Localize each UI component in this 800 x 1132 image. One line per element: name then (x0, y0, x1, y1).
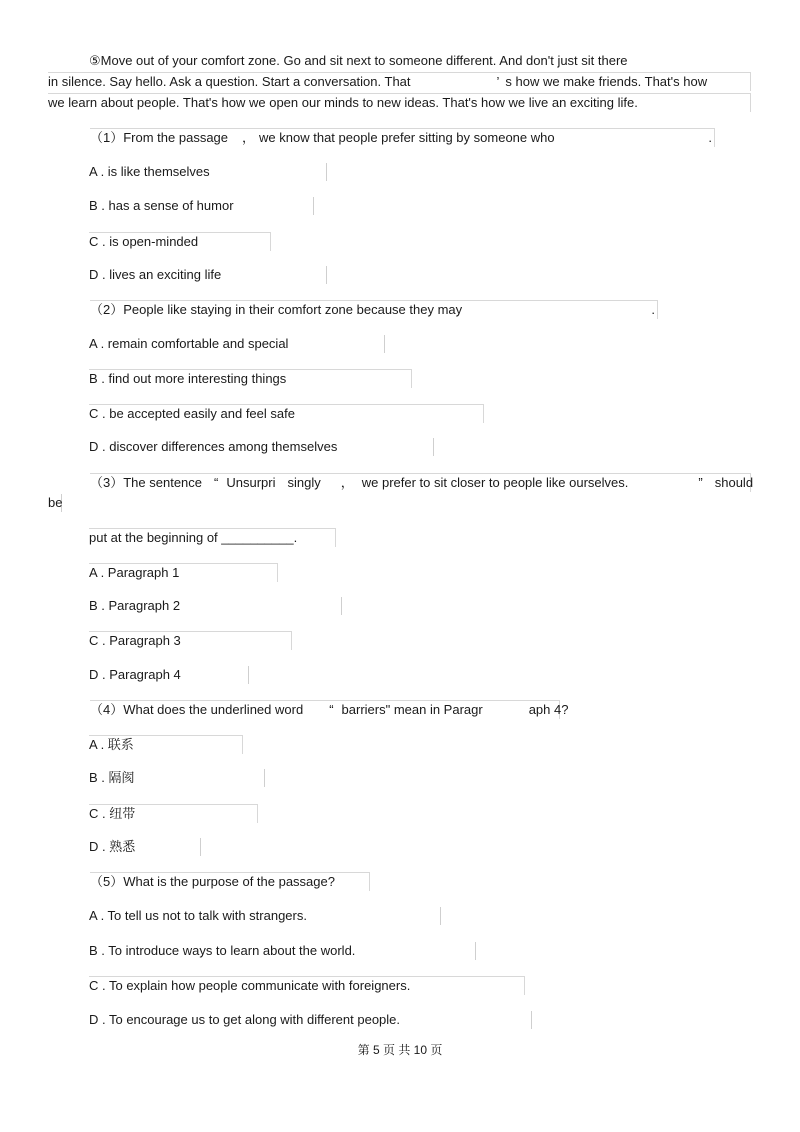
question-2-option-c[interactable]: C . be accepted easily and feel safe (89, 404, 484, 423)
question-4-option-c[interactable]: C . 纽带 (89, 804, 258, 823)
question-3-option-b[interactable]: B . Paragraph 2 (89, 597, 342, 615)
question-1-option-b[interactable]: B . has a sense of humor (89, 197, 314, 215)
question-3-option-a[interactable]: A . Paragraph 1 (89, 563, 278, 582)
passage-line-2-c: s how we make friends. That's how (505, 74, 708, 89)
question-2-option-d[interactable]: D . discover differences among themselves (89, 438, 434, 456)
question-2-option-b[interactable]: B . find out more interesting things (89, 369, 412, 388)
question-4-stem: （4）What does the underlined word “ barriers" mean in Paragr aph 4? (90, 702, 569, 717)
question-1-option-a[interactable]: A . is like themselves (89, 163, 327, 181)
question-5-option-a[interactable]: A . To tell us not to talk with strangers. (89, 907, 441, 925)
question-1-stem: （1）From the passage ， we know that people prefer sitting by someone who . (90, 128, 715, 147)
question-5-option-c[interactable]: C . To explain how people communicate with foreigners. (89, 976, 525, 995)
passage-line-2-a: in silence. Say hello. Ask a question. Start a conversation. That (48, 74, 411, 89)
passage-line-3: we learn about people. That's how we open our minds to new ideas. That's how we live an exciting life. (48, 93, 751, 112)
question-3-option-c[interactable]: C . Paragraph 3 (89, 631, 292, 650)
question-4-option-d[interactable]: D . 熟悉 (89, 838, 201, 856)
passage-line-2-apostrophe: ’ (496, 74, 500, 89)
question-3-wrap: be (48, 495, 63, 510)
question-4-option-a[interactable]: A . 联系 (89, 735, 243, 754)
question-3-option-d[interactable]: D . Paragraph 4 (89, 666, 249, 684)
question-2-option-a[interactable]: A . remain comfortable and special (89, 335, 385, 353)
question-1-option-d[interactable]: D . lives an exciting life (89, 266, 327, 284)
page-number-footer: 第 5 页 共 10 页 (357, 1043, 443, 1057)
question-5-option-d[interactable]: D . To encourage us to get along with different people. (89, 1011, 532, 1029)
question-3-stem-line-2: put at the beginning of __________. (89, 528, 336, 547)
question-5-stem: （5）What is the purpose of the passage? (90, 872, 370, 891)
question-3-stem: （3）The sentence “ Unsurpri singly ， we prefer to sit closer to people like ourselves. ” should (90, 475, 754, 490)
passage-line-1: ⑤Move out of your comfort zone. Go and sit next to someone different. And don't just sit there (89, 53, 628, 68)
question-4-option-b[interactable]: B . 隔阂 (89, 769, 265, 787)
question-2-stem: （2）People like staying in their comfort zone because they may . (90, 300, 658, 319)
question-1-option-c[interactable]: C . is open-minded (89, 232, 271, 251)
question-5-option-b[interactable]: B . To introduce ways to learn about the world. (89, 942, 476, 960)
passage-line-2 (48, 72, 751, 91)
